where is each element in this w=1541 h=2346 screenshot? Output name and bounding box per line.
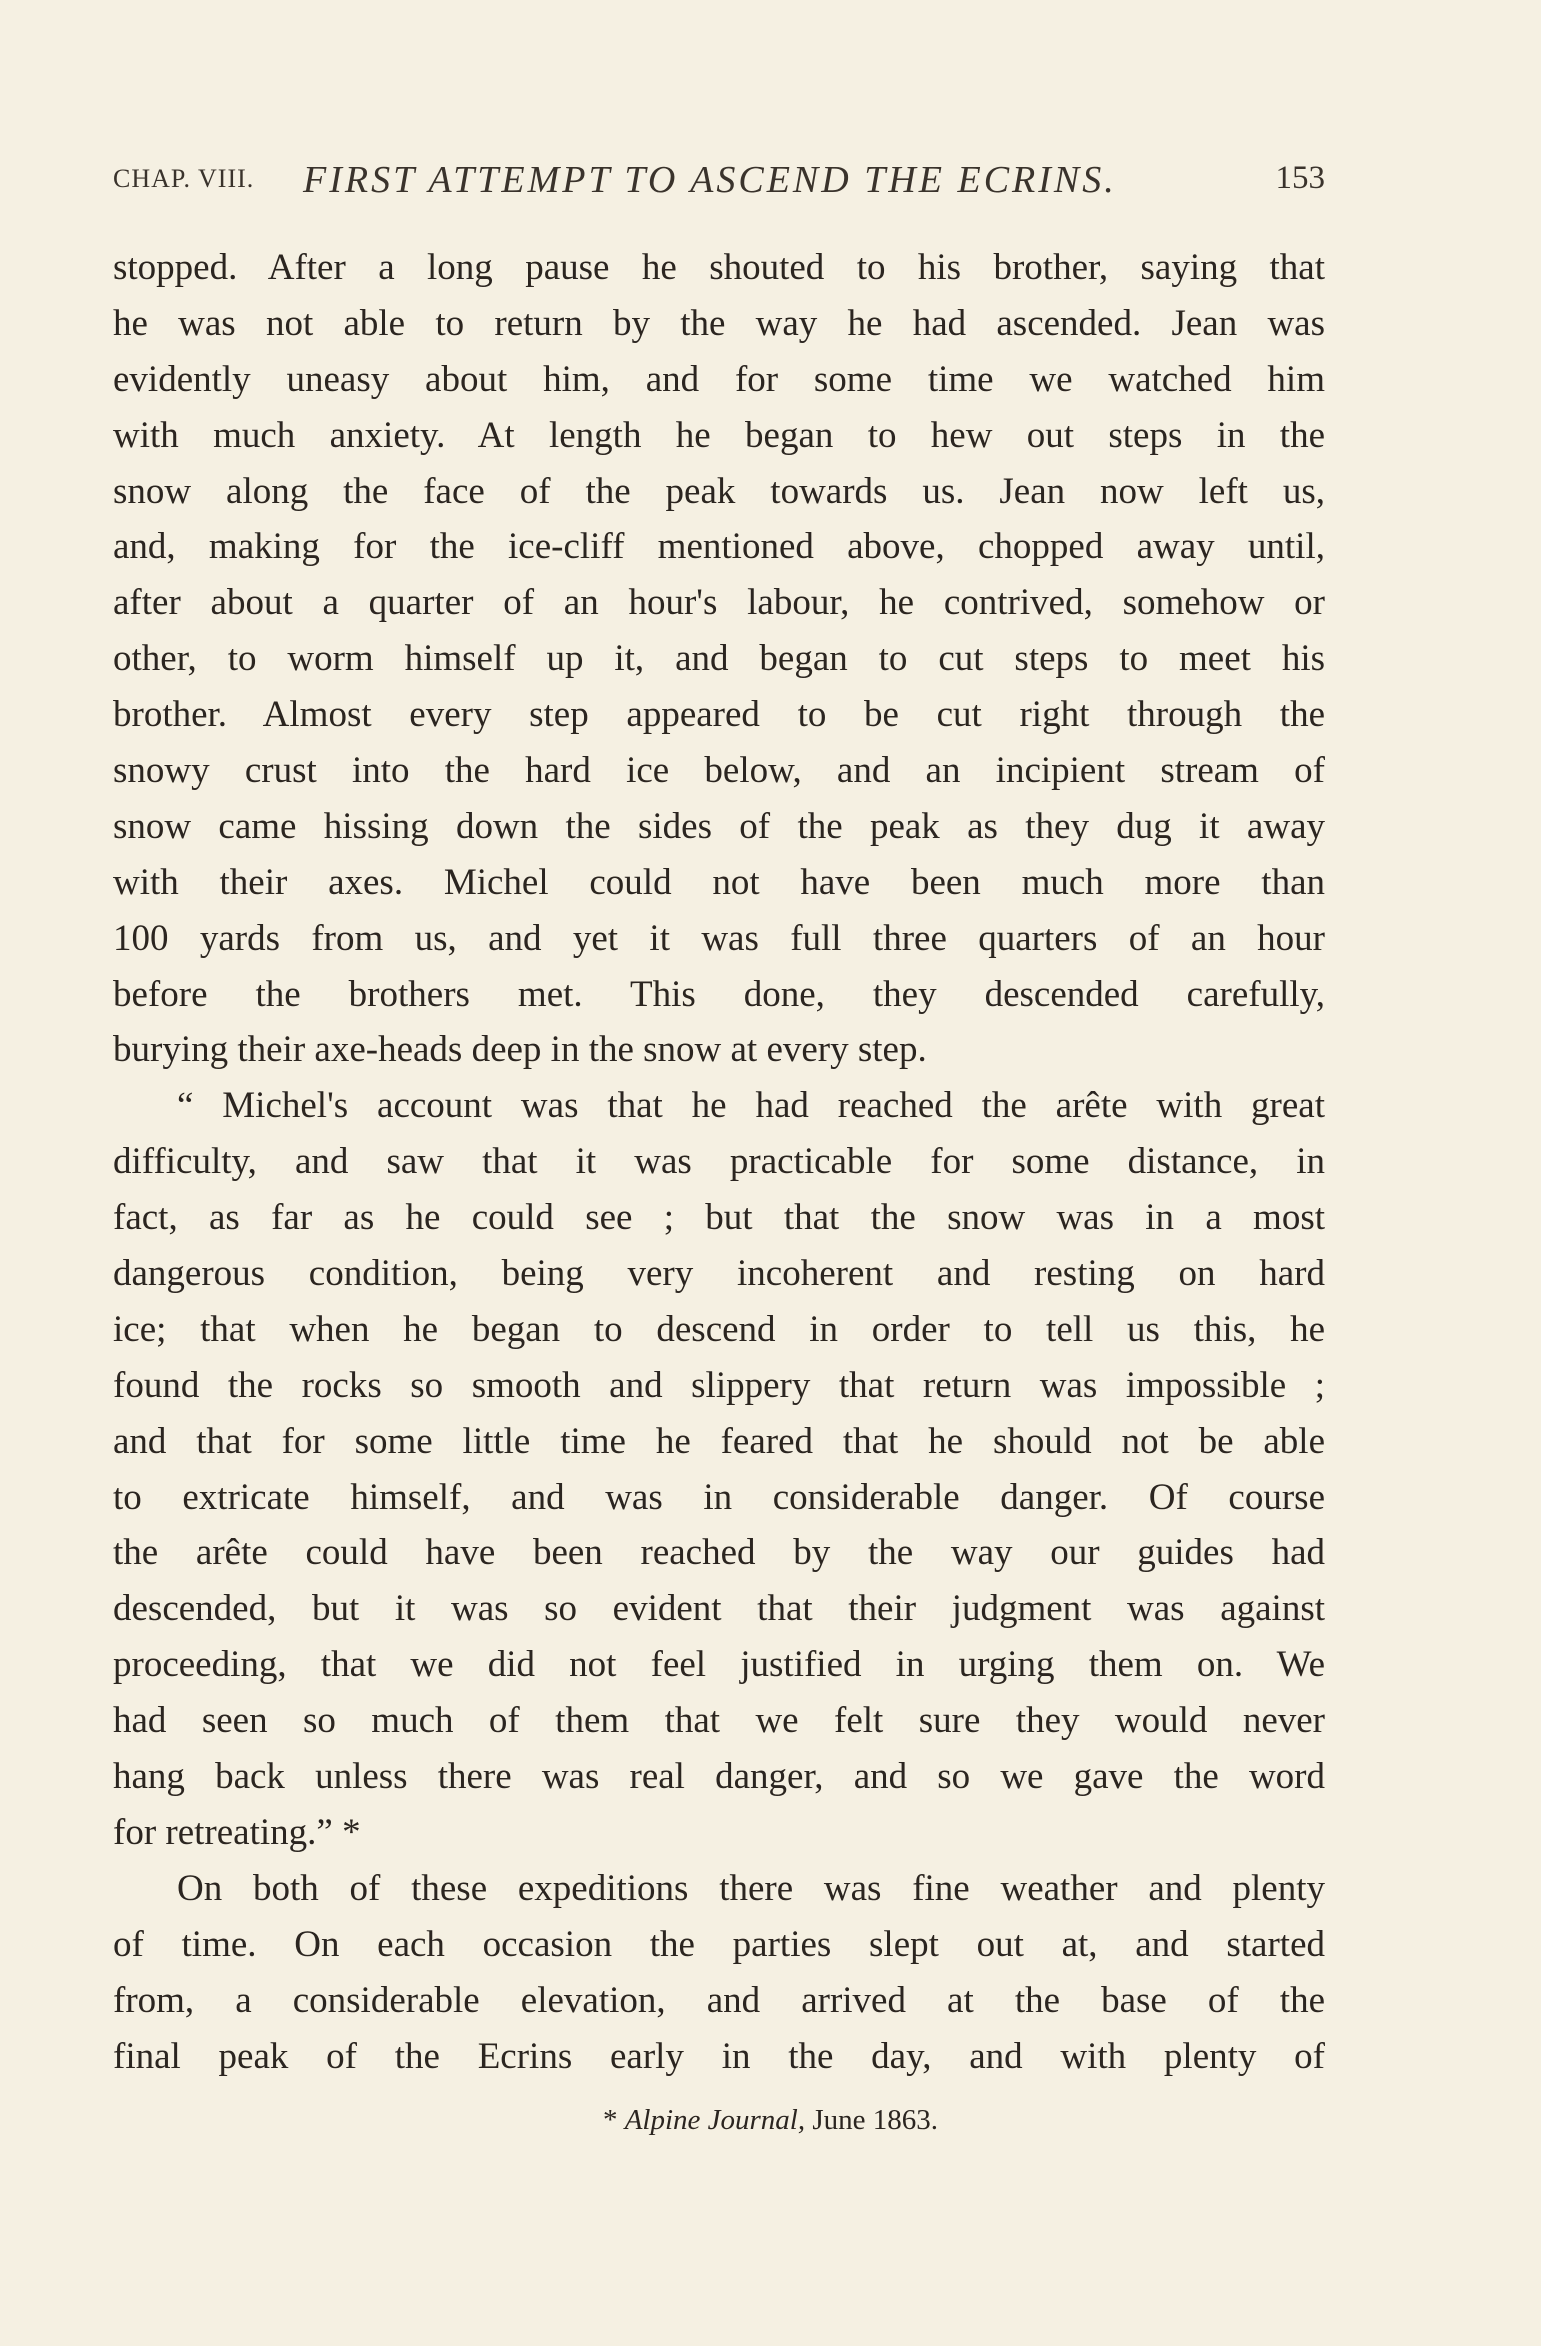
text-line: burying their axe-heads deep in the snow at every step.: [113, 1029, 927, 1071]
text-line: fact, as far as he could see ; but that the snow was in a most: [113, 1197, 1325, 1239]
text-line: with their axes. Michel could not have been much more than: [113, 861, 1325, 903]
text-line: evidently uneasy about him, and for some time we watched him: [113, 358, 1325, 400]
text-line: the arête could have been reached by the way our guides had: [113, 1532, 1325, 1574]
text-line: other, to worm himself up it, and began to cut steps to meet his: [113, 638, 1325, 680]
chapter-label: CHAP. VIII.: [113, 164, 255, 193]
text-line: from, a considerable elevation, and arrived at the base of the: [113, 1979, 1325, 2021]
footnote: [0, 2104, 1541, 2137]
text-line: final peak of the Ecrins early in the day, and with plenty of: [113, 2035, 1325, 2077]
text-line: ice; that when he began to descend in order to tell us this, he: [113, 1308, 1325, 1350]
text-line: difficulty, and saw that it was practicable for some distance, in: [113, 1141, 1325, 1183]
text-line: after about a quarter of an hour's labour, he contrived, somehow or: [113, 582, 1325, 624]
text-line: descended, but it was so evident that their judgment was against: [113, 1588, 1325, 1630]
body-text: [113, 240, 1325, 2084]
footnote-title: Alpine Journal,: [624, 2104, 806, 2136]
text-line: before the brothers met. This done, they descended carefully,: [113, 973, 1325, 1015]
text-line: of time. On each occasion the parties slept out at, and started: [113, 1923, 1325, 1965]
text-line: snow came hissing down the sides of the peak as they dug it away: [113, 805, 1325, 847]
text-line: “ Michel's account was that he had reached the arête with great: [177, 1085, 1325, 1127]
text-line: and, making for the ice-cliff mentioned above, chopped away until,: [113, 526, 1325, 568]
footnote-marker: *: [602, 2104, 618, 2136]
text-line: for retreating.” *: [113, 1811, 361, 1853]
text-line: On both of these expeditions there was fine weather and plenty: [177, 1867, 1325, 1909]
text-line: hang back unless there was real danger, and so we gave the word: [113, 1756, 1325, 1798]
text-line: he was not able to return by the way he had ascended. Jean was: [113, 302, 1325, 344]
running-title: FIRST ATTEMPT TO ASCEND THE ECRINS.: [303, 159, 1117, 201]
footnote-date: June 1863.: [812, 2104, 939, 2136]
text-line: stopped. After a long pause he shouted to his brother, saying that: [113, 247, 1325, 288]
text-line: found the rocks so smooth and slippery that return was impossible ;: [113, 1364, 1325, 1406]
text-line: proceeding, that we did not feel justified in urging them on. We: [113, 1644, 1325, 1686]
text-line: to extricate himself, and was in considerable danger. Of course: [113, 1476, 1325, 1518]
text-line: snowy crust into the hard ice below, and an incipient stream of: [113, 750, 1325, 792]
page-number: 153: [1275, 160, 1325, 196]
text-line: and that for some little time he feared that he should not be able: [113, 1420, 1325, 1462]
text-line: brother. Almost every step appeared to be cut right through the: [113, 694, 1325, 736]
running-head: [113, 158, 1325, 202]
text-line: with much anxiety. At length he began to hew out steps in the: [113, 414, 1325, 456]
text-line: dangerous condition, being very incoherent and resting on hard: [113, 1253, 1325, 1295]
text-line: snow along the face of the peak towards us. Jean now left us,: [113, 470, 1325, 512]
text-line: had seen so much of them that we felt sure they would never: [113, 1700, 1325, 1742]
text-line: 100 yards from us, and yet it was full three quarters of an hour: [113, 917, 1325, 959]
